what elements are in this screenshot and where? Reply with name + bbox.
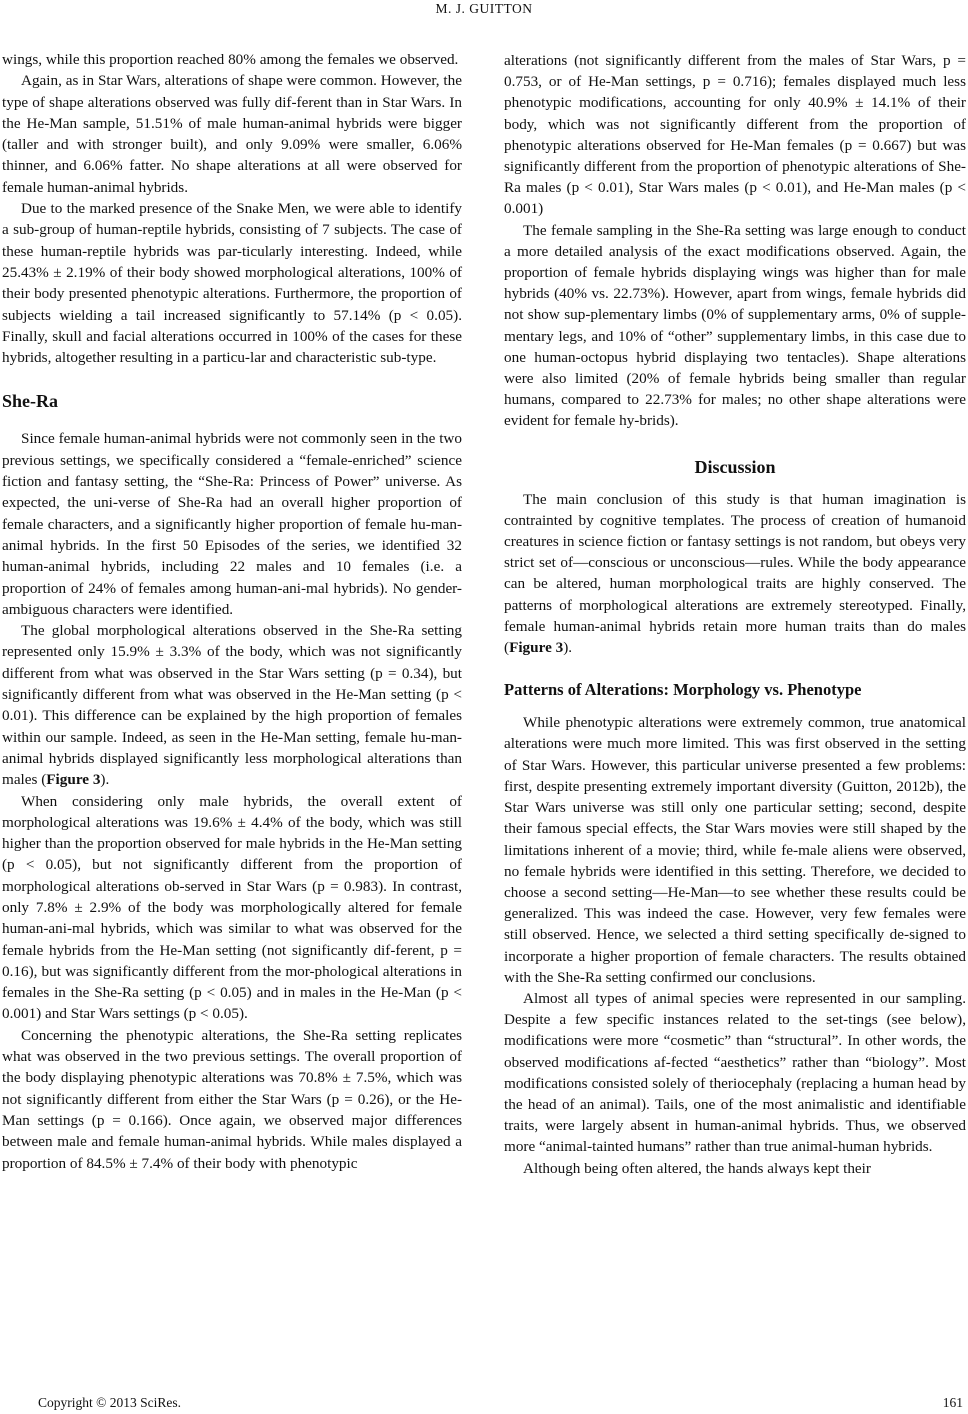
paragraph: Since female human-animal hybrids were not commonly seen in the two previous settings, we specifically considered a “female-enriched” science fiction and fantasy setting, the “She-Ra: Princess of Power” universe. As expected, the uni-verse of She-Ra had an overall higher proportion of female characters, and a significantly higher proportion of female hu-man-animal hybrids. In the first 50 Episodes of the series, we identified 32 human-animal hybrids, including 22 males and 10 females (i.e. a proportion of 24% of females among human-ani-mal hybrids). No gender-ambiguous characters were identified. bbox=[2, 430, 462, 618]
paragraph bbox=[2, 620, 462, 790]
figure-reference: Figure 3 bbox=[509, 639, 564, 657]
paragraph: Concerning the phenotypic alterations, the She-Ra setting replicates what was observed in the two previous settings. The overall proportion of the body displaying phenotypic alterations was 70.8% ± 7.5%, which was not significantly different from either the Star Wars (p = 0.26), or the He-Man settings (p = 0.166). Once again, we observed major differences between male and female human-animal hybrids. While males displayed a proportion of 84.5% ± 7.4% of their body with phenotypic bbox=[2, 1026, 462, 1172]
subsection-heading-patterns: Patterns of Alterations: Morphology vs. Phenotype bbox=[504, 680, 862, 700]
copyright-notice: Copyright © 2013 SciRes. bbox=[38, 1395, 182, 1410]
section-heading-shera: She-Ra bbox=[2, 391, 59, 412]
section-heading-discussion: Discussion bbox=[694, 456, 776, 477]
page-number: 161 bbox=[942, 1395, 963, 1410]
paragraph-text: The main conclusion of this study is that human imagination is contrainted by cognitive templates. The process of creation of humanoid creatures in science fiction or fantasy settings is not random, but obeys very strict set of—conscious or unconscious—rules. While the body appearance can be altered, human morphological traits are highly conserved. The patterns of morphological alterations are extremely stereotyped. Finally, female human-animal hybrids retain more human traits than do males ( bbox=[504, 490, 966, 657]
paragraph: wings, while this proportion reached 80% among the females we observed. bbox=[2, 51, 459, 68]
paragraph: Again, as in Star Wars, alterations of shape were common. However, the type of shape alterations observed was fully dif-ferent than in Star Wars. In the He-Man sample, 51.51% of male human-animal hybrids were bigger (taller and with stronger built), and only 9.09% were smaller, 6.06% thinner, and 6.06% fatter. No shape alterations at all were observed for female human-animal hybrids. bbox=[2, 72, 462, 196]
paragraph: Although being often altered, the hands always kept their bbox=[523, 1159, 871, 1177]
left-column bbox=[2, 49, 462, 1174]
paragraph-text: ). bbox=[563, 639, 573, 657]
paragraph: When considering only male hybrids, the overall extent of morphological alterations was 19.6% ± 4.4% of the body, which was still higher than the proportion observed for male hybrids in the He-Man setting (p < 0.05), but not significantly different from the proportion of morphological alterations ob-served in Star Wars (p = 0.983). In contrast, only 7.8% ± 2.9% of the body was morphologically altered for female human-ani-mal hybrids, which was similar to what was observed for the female hybrids from the He-Man setting (not significantly dif-ferent, p = 0.16), but was significantly different from the mor-phological alterations in females in the She-Ra setting (p < 0.05) and in males in the He-Man (p < 0.001) and Star Wars settings (p < 0.05). bbox=[2, 792, 462, 1023]
running-header: M. J. GUITTON bbox=[435, 1, 533, 16]
paragraph bbox=[504, 489, 966, 659]
right-column bbox=[504, 50, 966, 1179]
paragraph: Due to the marked presence of the Snake Men, we were able to identify a sub-group of human-reptile hybrids, consisting of 7 subjects. The case of these human-reptile hybrids was par-ticularly interesting. Indeed, while 25.43% ± 2.19% of their body showed morphological alterations, 100% of their body presented phenotypic alterations. Furthermore, the proportion of subjects wielding a tail increased significantly to 57.14% (p < 0.05). Finally, skull and facial alterations occurred in 100% of the cases for these hybrids, altogether resulting in a particu-lar and characteristic sub-type. bbox=[2, 200, 462, 367]
paragraph-text: The global morphological alterations observed in the She-Ra setting represented only 15.9% ± 3.3% of the body, which was not significantly different from what was observed in the Star Wars setting (p = 0.34), but significantly different from what was observed in the He-Man setting (p < 0.01). This difference can be explained by the high proportion of females within our sample. Indeed, as seen in the He-Man setting, female hu-man-animal hybrids displayed significantly less morphological alterations than males ( bbox=[2, 622, 462, 789]
paragraph: Almost all types of animal species were represented in our sampling. Despite a few specific instances related to the set-tings (see below), modifications were more “cosmetic” than “structural”. In other words, the observed modifications af-fected “aesthetics” rather than “biology”. Most modifications consisted solely of theriocephaly (replacing a human head by the head of an animal). Tails, one of the most animalistic and identifiable traits, were largely absent in human-animal hybrids. Thus, we observed more “animal-tainted humans” rather than true animal-human hybrids. bbox=[504, 989, 966, 1156]
paragraph-text: ). bbox=[100, 771, 110, 789]
paragraph: While phenotypic alterations were extremely common, true anatomical alterations were much more limited. This was first observed in the setting of Star Wars. However, this particular universe presented a few problems: first, despite presenting extremely important diversity (Guitton, 2012b), the Star Wars universe was still only one particular setting; second, despite their famous special effects, the Star Wars movies were still shaped by the limitations inherent of a movie; third, while fe-male aliens were observed, no female hybrids were identified in this setting. Therefore, we decided to choose a second setting—He-Man—to see whether these results could be generalized. This was indeed the case. However, very few females were still observed. Hence, we selected a third setting specifically de-signed to incorporate a higher proportion of female characters. The results obtained with the She-Ra setting confirmed our conclusions. bbox=[504, 714, 966, 986]
figure-reference: Figure 3 bbox=[46, 771, 101, 789]
paragraph: The female sampling in the She-Ra setting was large enough to conduct a more detailed analysis of the exact modifications observed. Again, the proportion of female hybrids displaying wings was higher than for male hybrids (40% vs. 22.73%). However, apart from wings, female hybrids did not show sup-plementary limbs (0% of supplementary arms, 0% of supple-mentary legs, and 10% of “other” supplementary limbs, in this case due to one human-octopus hybrid displaying two tentacles). Shape alterations were also limited (20% of female hybrids being smaller than regular humans, compared to 22.73% for males; no other shape alterations were evident for female hy-brids). bbox=[504, 221, 966, 430]
paragraph: alterations (not significantly different from the males of Star Wars, p = 0.753, or of He-Man settings, p = 0.716); females displayed much less phenotypic modifications, accounting for only 40.9% ± 14.1% of their body, which was not significantly different from the proportion of phenotypic alterations observed for He-Man females (p = 0.667) but was significantly different from the proportion of phenotypic alterations of She-Ra males (p < 0.01), Star Wars males (p < 0.01), and He-Man males (p < 0.001) bbox=[504, 52, 966, 218]
